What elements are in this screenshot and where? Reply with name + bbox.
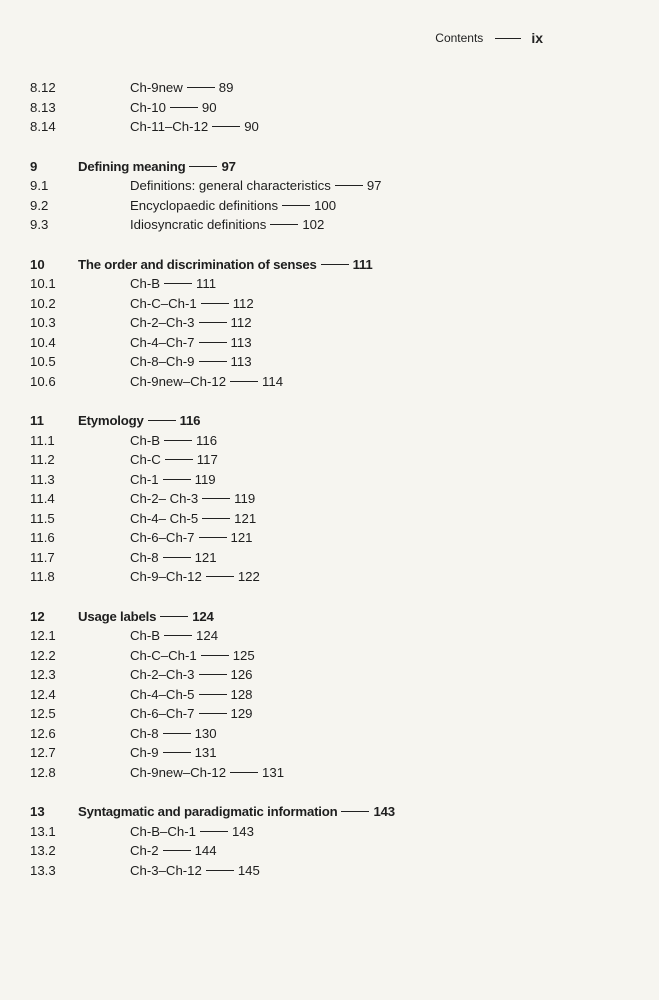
section-entry[interactable] (30, 433, 630, 453)
toc-group (30, 80, 630, 139)
leader-rule (199, 713, 227, 714)
section-entry[interactable] (30, 550, 630, 570)
entry-page-number: 131 (262, 764, 285, 780)
entry-number: 8.14 (30, 119, 56, 134)
entry-title: Ch-2 (130, 843, 159, 858)
entry-page-number: 130 (194, 725, 217, 741)
chapter-entry[interactable] (30, 804, 630, 824)
section-entry[interactable] (30, 296, 630, 316)
entry-title: Ch-1 (130, 471, 159, 487)
entry-number: 13.2 (30, 843, 56, 858)
entry-title: Ch-9new–Ch-12 (130, 373, 227, 389)
leader-rule (199, 537, 227, 538)
table-of-contents (30, 80, 630, 902)
leader-rule (270, 224, 298, 225)
entry-page-number: 129 (230, 706, 253, 721)
entry-number: 11.7 (30, 549, 55, 565)
entry-page-number: 100 (314, 197, 337, 213)
leader-rule (199, 694, 227, 695)
entry-number: 10 (30, 256, 45, 272)
entry-number: 10.3 (30, 315, 56, 330)
leader-rule (163, 850, 191, 851)
section-entry[interactable] (30, 648, 630, 668)
entry-page-number: 97 (366, 178, 382, 193)
entry-title: Usage labels (78, 608, 157, 624)
section-entry[interactable] (30, 217, 630, 237)
leader-rule (199, 361, 227, 362)
section-entry[interactable] (30, 863, 630, 883)
entry-title: Ch-B–Ch-1 (130, 823, 196, 839)
leader-rule (148, 420, 176, 421)
entry-number: 9 (30, 158, 38, 174)
entry-page-number: 124 (196, 628, 219, 643)
entry-page-number: 124 (192, 608, 214, 624)
toc-group (30, 257, 630, 394)
entry-page-number: 131 (194, 745, 217, 760)
section-entry[interactable] (30, 491, 630, 511)
entry-number: 12.3 (30, 667, 56, 682)
section-entry[interactable] (30, 452, 630, 472)
entry-title: Ch-11–Ch-12 (130, 119, 209, 134)
entry-title: Ch-9new (130, 80, 183, 95)
section-entry[interactable] (30, 726, 630, 746)
leader-rule (206, 870, 234, 871)
entry-title: Ch-8 (130, 549, 159, 565)
leader-rule (202, 518, 230, 519)
entry-number: 12 (30, 608, 45, 624)
entry-page-number: 128 (230, 686, 253, 702)
entry-title: Ch-8–Ch-9 (130, 354, 195, 369)
toc-group (30, 609, 630, 785)
entry-page-number: 119 (234, 491, 256, 506)
entry-number: 9.2 (30, 197, 49, 213)
entry-title: Ch-C–Ch-1 (130, 295, 197, 311)
entry-number: 12.7 (30, 745, 56, 760)
entry-page-number: 119 (194, 471, 216, 487)
entry-number: 8.13 (30, 99, 56, 115)
entry-number: 11.8 (30, 569, 55, 584)
toc-group (30, 413, 630, 589)
entry-page-number: 116 (196, 432, 218, 448)
section-entry[interactable] (30, 667, 630, 687)
entry-page-number: 111 (352, 256, 373, 272)
section-entry[interactable] (30, 511, 630, 531)
leader-rule (164, 440, 192, 441)
leader-rule (163, 557, 191, 558)
entry-number: 8.12 (30, 80, 56, 95)
leader-rule (163, 752, 191, 753)
entry-page-number: 111 (196, 276, 217, 291)
leader-rule (230, 381, 258, 382)
leader-rule (199, 322, 227, 323)
entry-title: Ch-9–Ch-12 (130, 569, 202, 584)
leader-rule (199, 674, 227, 675)
header-rule (495, 38, 521, 39)
section-entry[interactable] (30, 472, 630, 492)
leader-rule (230, 772, 258, 773)
leader-rule (335, 185, 363, 186)
leader-rule (170, 107, 198, 108)
entry-number: 11.4 (30, 491, 55, 506)
section-entry[interactable] (30, 198, 630, 218)
entry-page-number: 143 (373, 804, 395, 819)
section-entry[interactable] (30, 354, 630, 374)
toc-group (30, 804, 630, 882)
entry-title: Ch-3–Ch-12 (130, 862, 202, 878)
entry-title: Ch-2–Ch-3 (130, 315, 195, 330)
entry-title: Ch-4– Ch-5 (130, 510, 199, 526)
entry-page-number: 126 (230, 667, 253, 682)
entry-number: 10.1 (30, 276, 56, 291)
leader-rule (282, 205, 310, 206)
section-entry[interactable] (30, 315, 630, 335)
entry-number: 12.2 (30, 647, 56, 663)
entry-title: Ch-C (130, 452, 161, 467)
entry-number: 12.6 (30, 725, 56, 741)
leader-rule (206, 576, 234, 577)
entry-number: 10.5 (30, 354, 56, 369)
entry-page-number: 121 (230, 530, 253, 545)
section-entry[interactable] (30, 178, 630, 198)
entry-page-number: 97 (221, 158, 236, 174)
leader-rule (201, 655, 229, 656)
section-entry[interactable] (30, 100, 630, 120)
section-entry[interactable] (30, 628, 630, 648)
entry-title: Ch-4–Ch-5 (130, 686, 195, 702)
entry-number: 12.4 (30, 686, 56, 702)
entry-page-number: 114 (262, 373, 284, 389)
chapter-entry[interactable] (30, 159, 630, 179)
entry-title: Ch-B (130, 628, 161, 643)
entry-number: 10.6 (30, 373, 56, 389)
running-header (435, 30, 543, 46)
section-entry[interactable] (30, 80, 630, 100)
entry-number: 11.2 (30, 452, 55, 467)
section-entry[interactable] (30, 745, 630, 765)
leader-rule (202, 498, 230, 499)
entry-number: 9.3 (30, 217, 49, 232)
entry-title: The order and discrimination of senses (78, 256, 317, 272)
leader-rule (164, 635, 192, 636)
entry-number: 13 (30, 804, 45, 819)
leader-rule (200, 831, 228, 832)
entry-page-number: 116 (179, 413, 201, 428)
entry-number: 9.1 (30, 178, 49, 193)
leader-rule (199, 342, 227, 343)
entry-title: Encyclopaedic definitions (130, 197, 279, 213)
entry-title: Defining meaning (78, 158, 186, 174)
leader-rule (321, 264, 349, 265)
entry-title: Ch-9 (130, 745, 159, 760)
entry-page-number: 113 (230, 354, 252, 369)
entry-number: 11.1 (30, 432, 55, 448)
entry-title: Ch-6–Ch-7 (130, 530, 195, 545)
entry-page-number: 90 (201, 99, 217, 115)
section-entry[interactable] (30, 374, 630, 394)
header-page-number: ix (531, 30, 543, 46)
entry-page-number: 145 (237, 862, 260, 878)
entry-title: Ch-4–Ch-7 (130, 334, 195, 350)
entry-title: Etymology (78, 413, 144, 428)
entry-title: Ch-B (130, 276, 161, 291)
entry-number: 10.4 (30, 334, 56, 350)
entry-title: Ch-6–Ch-7 (130, 706, 195, 721)
leader-rule (201, 303, 229, 304)
section-entry[interactable] (30, 119, 630, 139)
entry-number: 11 (30, 413, 44, 428)
entry-title: Definitions: general characteristics (130, 178, 331, 193)
entry-page-number: 122 (237, 569, 260, 584)
leader-rule (160, 616, 188, 617)
section-entry[interactable] (30, 276, 630, 296)
entry-page-number: 113 (230, 334, 252, 350)
entry-number: 12.1 (30, 628, 56, 643)
entry-number: 11.3 (30, 471, 55, 487)
leader-rule (189, 166, 217, 167)
entry-number: 13.3 (30, 862, 56, 878)
entry-title: Ch-B (130, 432, 161, 448)
chapter-entry[interactable] (30, 413, 630, 433)
entry-page-number: 121 (234, 510, 257, 526)
entry-title: Ch-2– Ch-3 (130, 491, 199, 506)
header-label: Contents (435, 31, 484, 45)
leader-rule (164, 283, 192, 284)
section-entry[interactable] (30, 569, 630, 589)
leader-rule (212, 126, 240, 127)
entry-page-number: 143 (231, 823, 254, 839)
section-entry[interactable] (30, 824, 630, 844)
entry-page-number: 89 (218, 80, 234, 95)
entry-number: 13.1 (30, 823, 56, 839)
entry-number: 12.8 (30, 764, 56, 780)
entry-page-number: 112 (232, 295, 254, 311)
entry-page-number: 90 (244, 119, 259, 134)
entry-title: Ch-8 (130, 725, 159, 741)
entry-page-number: 144 (194, 843, 217, 858)
leader-rule (341, 811, 369, 812)
toc-group (30, 159, 630, 237)
entry-number: 12.5 (30, 706, 56, 721)
section-entry[interactable] (30, 335, 630, 355)
section-entry[interactable] (30, 687, 630, 707)
entry-page-number: 125 (232, 647, 255, 663)
section-entry[interactable] (30, 765, 630, 785)
entry-title: Ch-10 (130, 99, 166, 115)
entry-title: Ch-2–Ch-3 (130, 667, 195, 682)
entry-page-number: 117 (196, 452, 218, 467)
entry-number: 10.2 (30, 295, 56, 311)
leader-rule (163, 733, 191, 734)
entry-title: Idiosyncratic definitions (130, 217, 267, 232)
entry-title: Ch-9new–Ch-12 (130, 764, 227, 780)
chapter-entry[interactable] (30, 609, 630, 629)
chapter-entry[interactable] (30, 257, 630, 277)
section-entry[interactable] (30, 706, 630, 726)
entry-title: Syntagmatic and paradigmatic information (78, 804, 338, 819)
entry-page-number: 102 (302, 217, 325, 232)
entry-number: 11.5 (30, 510, 55, 526)
entry-number: 11.6 (30, 530, 55, 545)
section-entry[interactable] (30, 530, 630, 550)
entry-title: Ch-C–Ch-1 (130, 647, 197, 663)
leader-rule (163, 479, 191, 480)
entry-page-number: 121 (194, 549, 217, 565)
section-entry[interactable] (30, 843, 630, 863)
leader-rule (187, 87, 215, 88)
leader-rule (165, 459, 193, 460)
entry-page-number: 112 (230, 315, 252, 330)
